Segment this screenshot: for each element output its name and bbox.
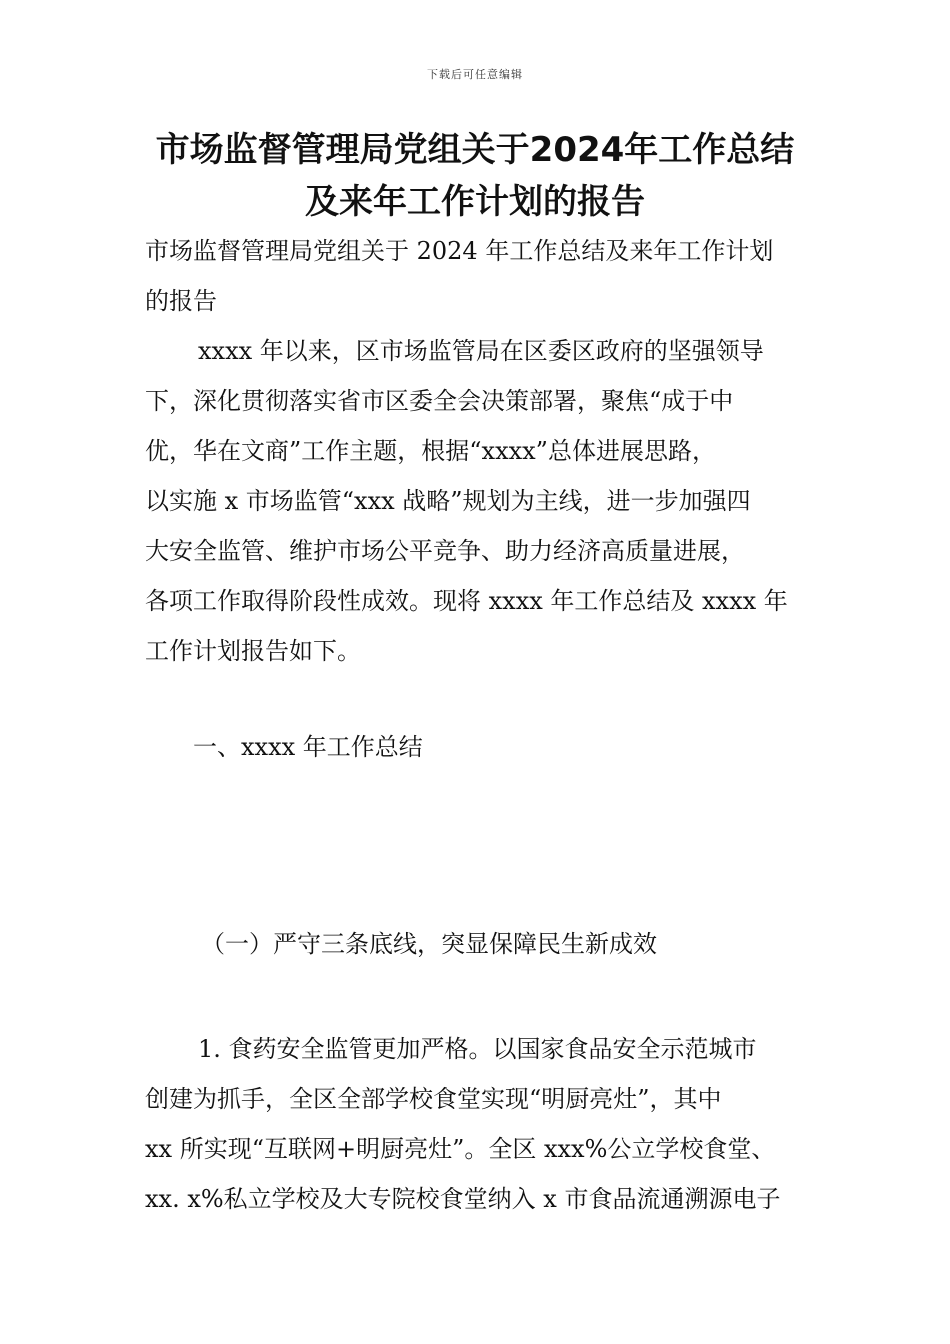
intro-line: 各项工作取得阶段性成效。现将 xxxx 年工作总结及 xxxx 年	[145, 587, 788, 615]
intro-line: 以实施 x 市场监管“xxx 战略”规划为主线，进一步加强四	[145, 487, 751, 515]
item-line: 创建为抓手，全区全部学校食堂实现“明厨亮灶”，其中	[145, 1085, 722, 1113]
subsection-heading	[145, 919, 810, 969]
intro-line: 下，深化贯彻落实省市区委全会决策部署，聚焦“成于中	[145, 387, 734, 415]
subtitle-paragraph	[145, 226, 810, 326]
item-line: xx 所实现“互联网+明厨亮灶”。全区 xxx%公立学校食堂、	[145, 1135, 776, 1163]
subtitle-line-2: 的报告	[145, 287, 217, 315]
intro-paragraph	[145, 326, 810, 676]
document-title	[100, 124, 850, 228]
subtitle-line-1: 市场监督管理局党组关于 2024 年工作总结及来年工作计划	[145, 237, 774, 265]
section-heading-text: 一、xxxx 年工作总结	[193, 733, 423, 761]
intro-line: 工作计划报告如下。	[145, 637, 361, 665]
item-paragraph	[145, 1024, 810, 1224]
intro-line: xxxx 年以来，区市场监管局在区委区政府的坚强领导	[198, 337, 764, 365]
title-line-2: 及来年工作计划的报告	[305, 182, 645, 222]
intro-line: 优，华在文商”工作主题，根据“xxxx”总体进展思路，	[145, 437, 716, 465]
subsection-heading-text: （一）严守三条底线，突显保障民生新成效	[201, 930, 657, 958]
header-note: 下载后可任意编辑	[427, 68, 523, 81]
item-line: xx. x%私立学校及大专院校食堂纳入 x 市食品流通溯源电子	[145, 1185, 781, 1213]
item-line: 1. 食药安全监管更加严格。以国家食品安全示范城市	[198, 1035, 757, 1063]
section-heading	[145, 722, 810, 772]
intro-line: 大安全监管、维护市场公平竞争、助力经济高质量进展，	[145, 537, 745, 565]
title-line-1: 市场监督管理局党组关于2024年工作总结	[155, 130, 795, 170]
